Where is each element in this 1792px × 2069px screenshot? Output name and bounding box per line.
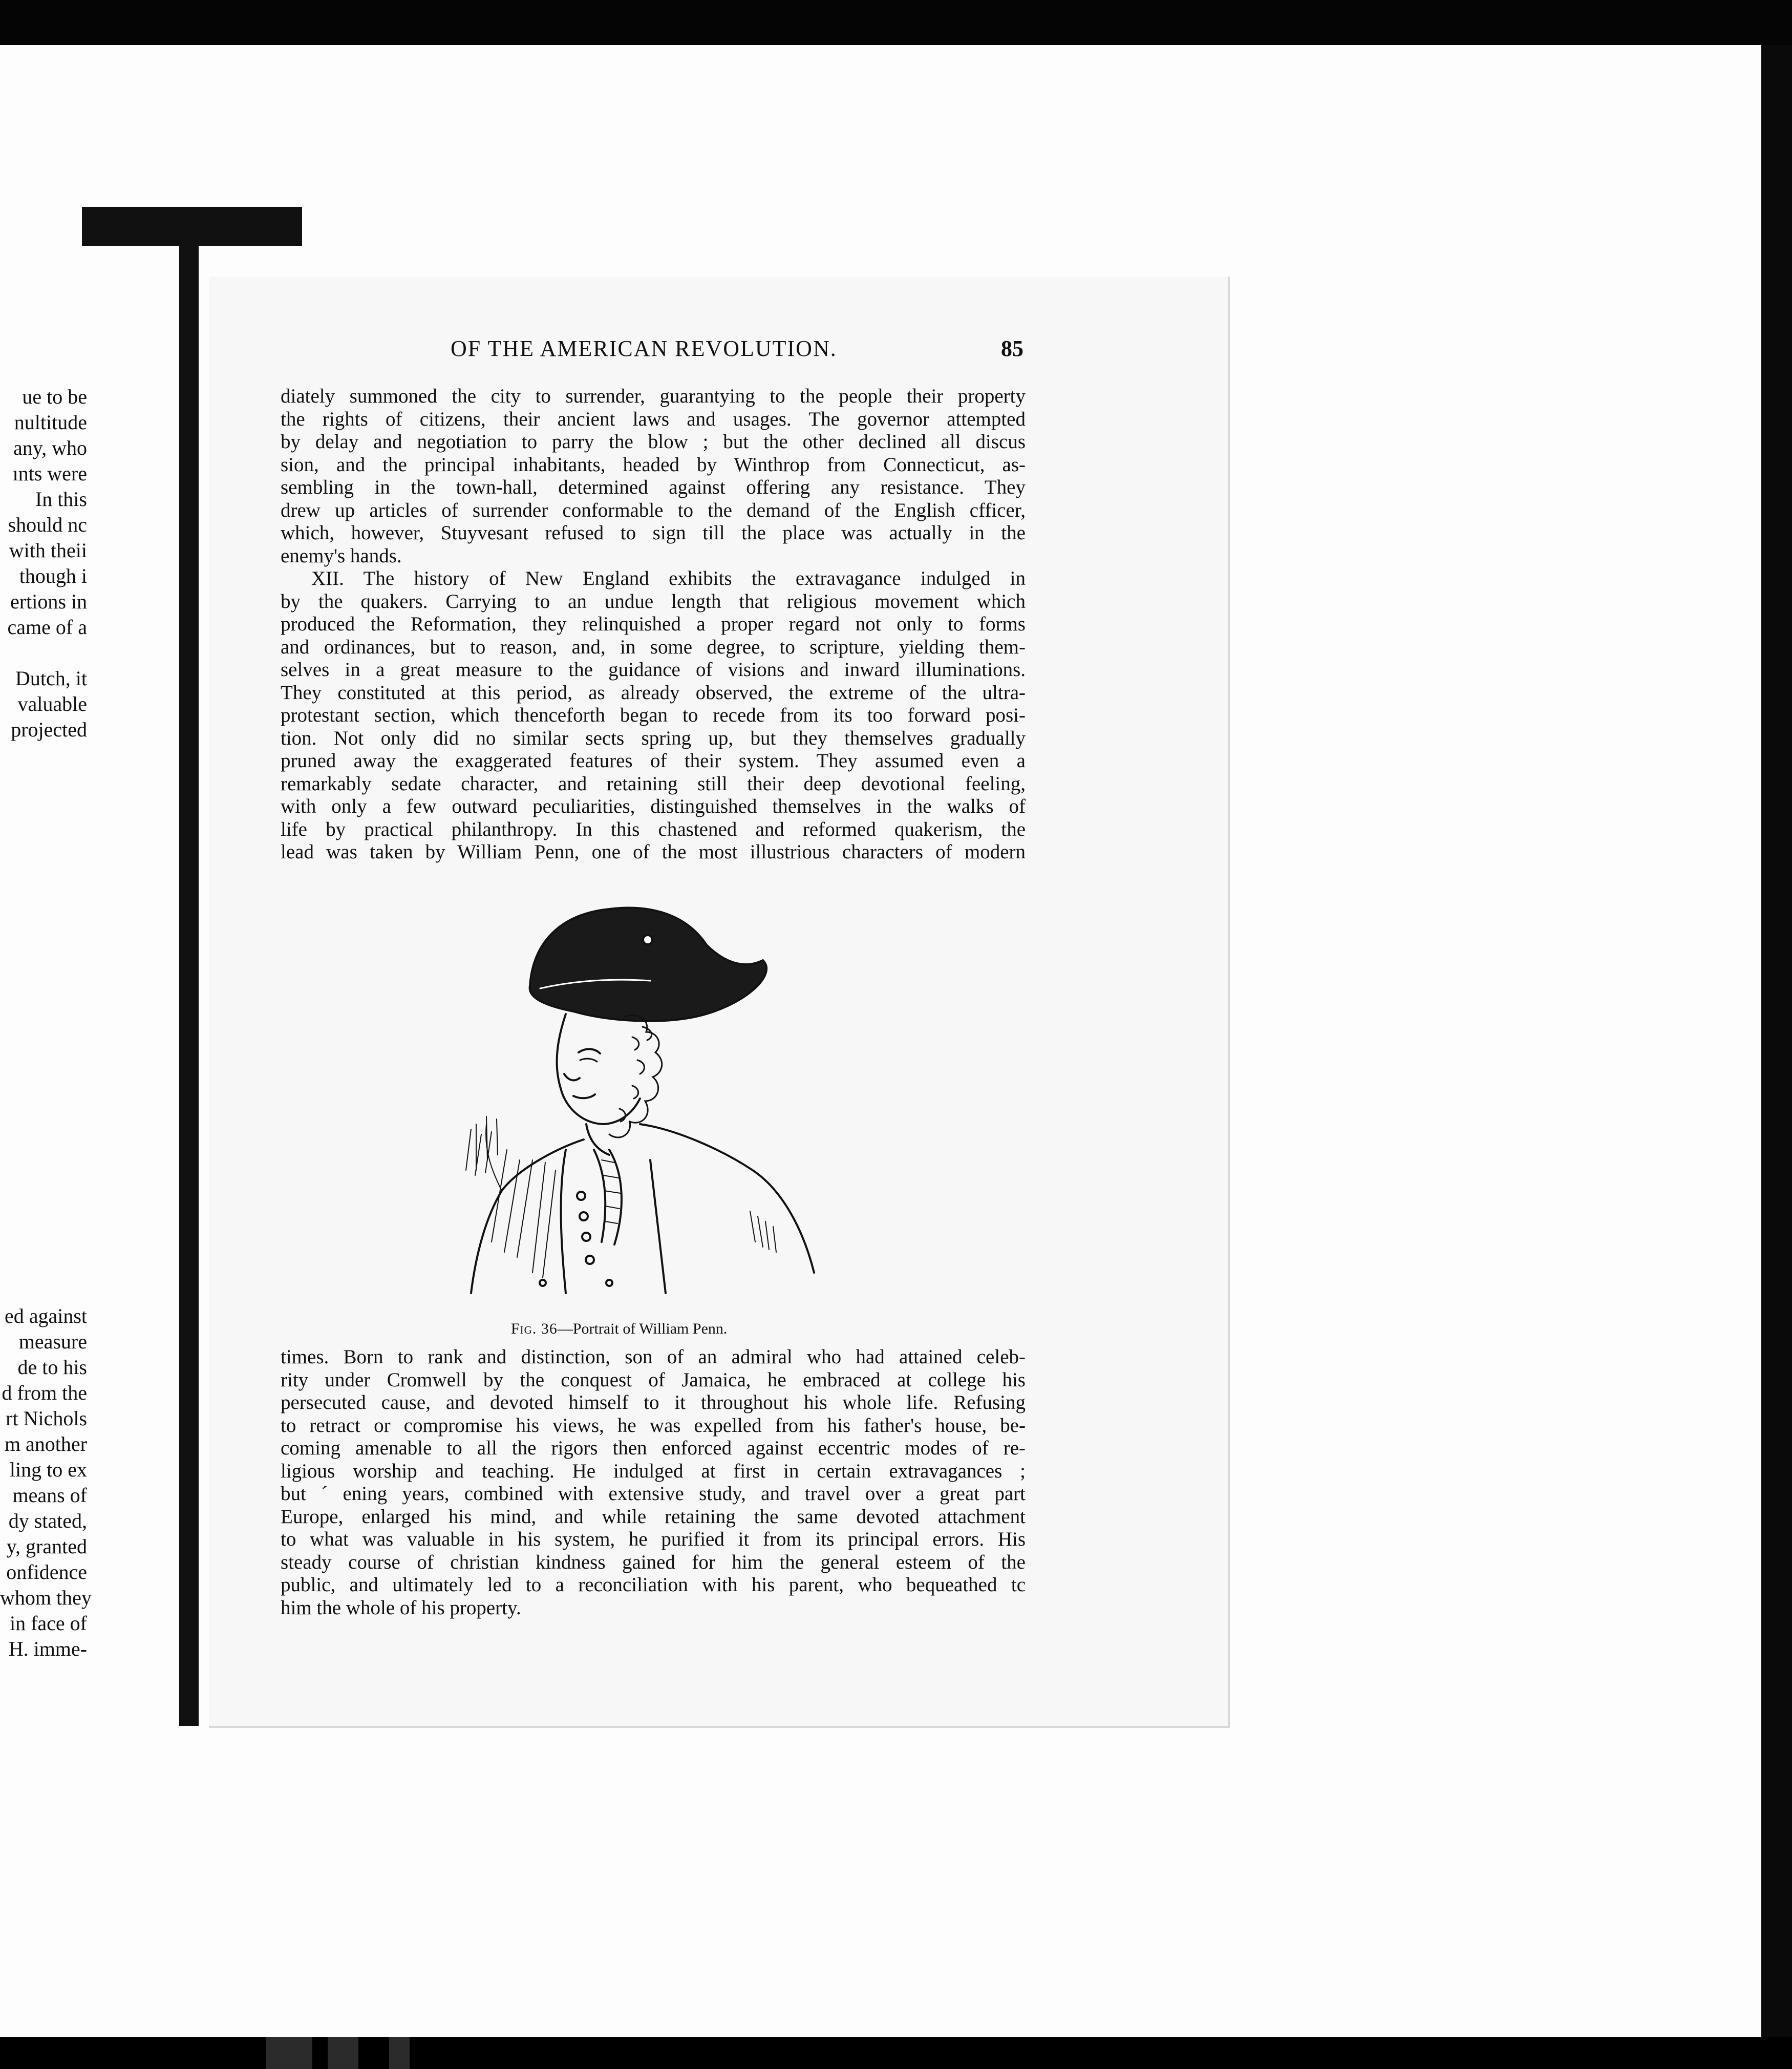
- text-line: public, and ultimately led to a reconciliation with his parent, who bequeathed tc: [281, 1574, 1026, 1596]
- fragment-line: should nc: [8, 513, 87, 536]
- text-line: tion. Not only did no similar sects spring up, but they themselves gradually: [281, 727, 1026, 749]
- text-line: enemy's hands.: [281, 544, 402, 567]
- figure-label: Fig. 36: [511, 1320, 558, 1337]
- fragment-line: means of: [12, 1484, 87, 1507]
- text-line: persecuted cause, and devoted himself to it throughout his whole life. Refusing: [281, 1391, 1026, 1413]
- text-line: drew up articles of surrender conformable to the demand of the English cfficer,: [281, 499, 1026, 521]
- fragment-line: In this: [35, 488, 87, 511]
- scan-bottom-edge: [0, 2037, 1792, 2069]
- fragment-line: valuable: [17, 692, 87, 715]
- page-number: 85: [1001, 336, 1023, 361]
- fragment-line: onfidence: [6, 1560, 87, 1584]
- scan-smudge: [328, 2037, 358, 2069]
- fragment-line: y, granted: [6, 1535, 87, 1558]
- text-line: to what was valuable in his system, he purified it from its principal errors. His: [281, 1528, 1026, 1550]
- fragment-line: ınts were: [12, 462, 87, 485]
- book-gutter-stem: [179, 241, 199, 1726]
- text-line: by delay and negotiation to parry the blow ; but the other declined all discus: [281, 431, 1026, 453]
- fragment-line: ue to be: [22, 385, 87, 408]
- text-line: which, however, Stuyvesant refused to sign till the place was actually in the: [281, 522, 1026, 544]
- fragment-line: rt Nichols: [6, 1407, 87, 1430]
- figure-caption-text: —Portrait of William Penn.: [557, 1320, 728, 1337]
- fragment-line: m another: [4, 1432, 87, 1455]
- running-head: OF THE AMERICAN REVOLUTION.: [451, 336, 837, 361]
- fragment-line: in face of: [9, 1612, 87, 1635]
- fragment-line: nultitude: [14, 411, 87, 434]
- fragment-line: with theii: [9, 539, 87, 562]
- scan-smudge: [266, 2037, 312, 2069]
- body-text-bottom: [281, 1346, 1026, 1619]
- fragment-line: [0, 640, 87, 666]
- book-gutter-bar: [82, 207, 302, 246]
- fragment-line: de to his: [17, 1356, 87, 1379]
- left-page-fragment-top: [0, 384, 87, 743]
- text-line: They constituted at this period, as already observed, the extreme of the ultra-: [281, 681, 1026, 704]
- scan-right-edge: [1761, 45, 1792, 2037]
- fragment-line: measure: [18, 1330, 87, 1353]
- text-line: coming amenable to all the rigors then enforced against eccentric modes of re-: [281, 1437, 1026, 1459]
- fragment-line: H. imme-: [8, 1637, 87, 1660]
- portrait-william-penn-engraving: [456, 883, 876, 1308]
- text-line: and ordinances, but to reason, and, in some degree, to scripture, yielding them-: [281, 636, 1026, 658]
- fragment-line: came of a: [7, 616, 87, 639]
- figure-caption: [511, 1320, 727, 1338]
- fragment-line: whom they: [0, 1586, 92, 1609]
- fragment-line: ling to ex: [9, 1458, 87, 1481]
- text-line: him the whole of his property.: [281, 1596, 521, 1619]
- text-line: pruned away the exaggerated features of their system. They assumed even a: [281, 750, 1026, 772]
- text-line: sion, and the principal inhabitants, headed by Winthrop from Connecticut, as-: [281, 453, 1026, 476]
- text-line: rity under Cromwell by the conquest of Jamaica, he embraced at college his: [281, 1368, 1026, 1391]
- text-line: times. Born to rank and distinction, son of an admiral who had attained celeb-: [281, 1346, 1026, 1368]
- scan-smudge: [389, 2037, 410, 2069]
- body-text-top: [281, 385, 1026, 864]
- fragment-line: any, who: [13, 436, 87, 459]
- fragment-line: ed against: [4, 1304, 87, 1327]
- text-line: life by practical philanthropy. In this chastened and reformed quakerism, the: [281, 818, 1026, 840]
- text-line: with only a few outward peculiarities, distinguished themselves in the walks of: [281, 795, 1026, 817]
- text-line: produced the Reformation, they relinquished a proper regard not only to forms: [281, 613, 1026, 635]
- text-line: XII. The history of New England exhibits the extravagance indulged in: [311, 567, 1026, 589]
- fragment-line: dy stated,: [8, 1509, 87, 1532]
- text-line: protestant section, which thenceforth began to recede from its too forward posi-: [281, 704, 1026, 726]
- text-line: remarkably sedate character, and retaining still their deep devotional feeling,: [281, 772, 1026, 795]
- text-line: steady course of christian kindness gained for him the general esteem of the: [281, 1551, 1026, 1573]
- text-line: ligious worship and teaching. He indulged at first in certain extravagances ;: [281, 1460, 1026, 1482]
- text-line: selves in a great measure to the guidance of visions and inward illuminations.: [281, 659, 1026, 681]
- fragment-line: though i: [19, 564, 87, 587]
- left-page-fragment-bottom: [0, 1303, 92, 1662]
- text-line: by the quakers. Carrying to an undue length that religious movement which: [281, 590, 1026, 613]
- text-line: to retract or compromise his views, he was expelled from his father's house, be-: [281, 1414, 1026, 1437]
- fragment-line: projected: [11, 718, 87, 741]
- text-line: Europe, enlarged his mind, and while retaining the same devoted attachment: [281, 1505, 1026, 1528]
- fragment-line: d from the: [2, 1381, 87, 1404]
- text-line: but ´ ening years, combined with extensive study, and travel over a great part: [281, 1483, 1026, 1505]
- text-line: diately summoned the city to surrender, guarantying to the people their property: [281, 385, 1026, 407]
- fragment-line: Dutch, it: [15, 667, 87, 690]
- fragment-line: ertions in: [10, 590, 87, 613]
- text-line: sembling in the town-hall, determined against offering any resistance. They: [281, 476, 1026, 498]
- text-line: lead was taken by William Penn, one of the most illustrious characters of modern: [281, 841, 1026, 863]
- text-line: the rights of citizens, their ancient laws and usages. The governor attempted: [281, 408, 1026, 430]
